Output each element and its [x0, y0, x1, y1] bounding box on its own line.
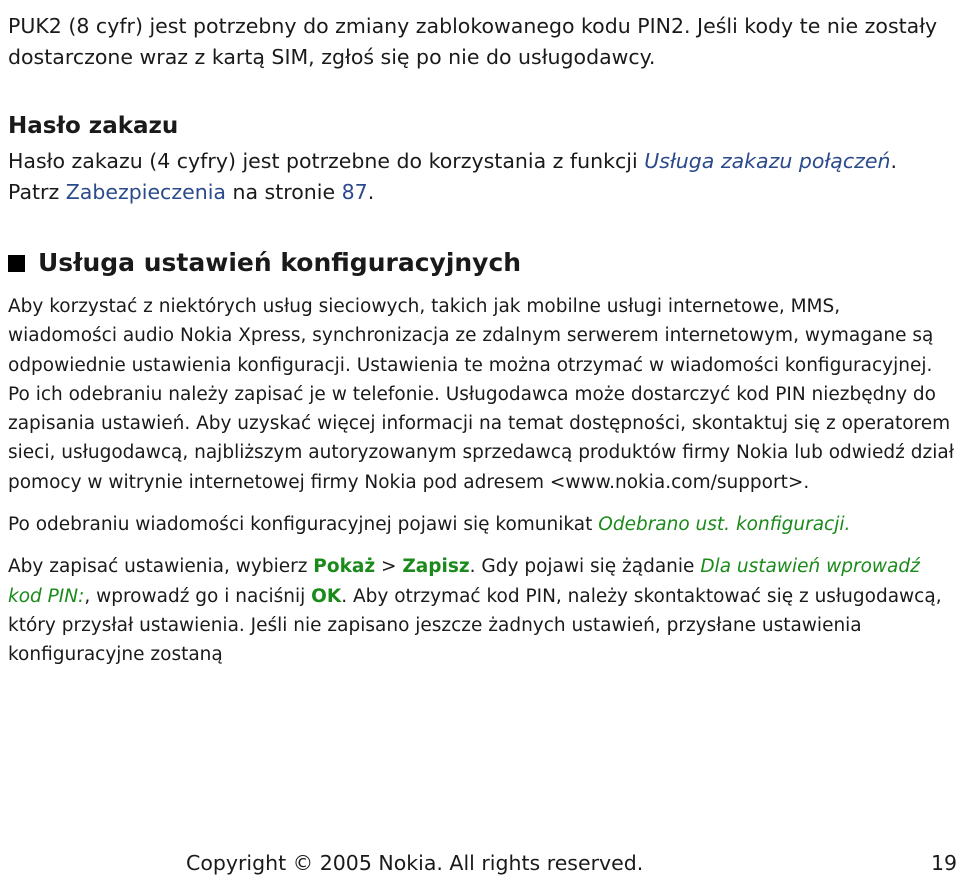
barring-password-heading: Hasło zakazu: [8, 113, 179, 139]
pin-prompt-text: Dla ustawień wprowadź kod PIN:: [8, 556, 920, 607]
config-paragraph-1: Aby korzystać z niektórych usług sieciowych, takich jak mobilne usługi internetowe, MMS, wiadomości audio Nokia Xpress, synchronizacja ze zdalnym serwerem internetowym, wymagane są odpowiednie ustawienia konfiguracji. Ustawienia te można otrzymać w wiadomości konfiguracyjnej. Po ich odebraniu należy zapisać je w telefonie. Usługodawca może dostarczyć kod PIN niezbędny do zapisania ustawień. Aby uzyskać więcej informacji na temat dostępności, skontaktuj się z operatorem sieci, usługodawcą, najbliższym autoryzowanym sprzedawcą produktów firmy Nokia lub odwiedź dział pomocy w witrynie internetowej firmy Nokia pod adresem <www.nokia.com/support>.: [8, 296, 954, 493]
config-para3-text-start: Aby zapisać ustawienia, wybierz: [8, 556, 314, 578]
document-page: [8, 0, 954, 670]
page-footer: [0, 848, 960, 878]
received-settings-notice: Odebrano ust. konfiguracji.: [598, 514, 851, 536]
config-para2-text: Po odebraniu wiadomości konfiguracyjnej pojawi się komunikat: [8, 514, 599, 536]
config-paragraph-2: [8, 510, 954, 539]
barring-text-mid: . Patrz: [8, 149, 898, 204]
config-para3-text-mid2: , wprowadź go i naciśnij: [84, 585, 312, 607]
page-87-link[interactable]: 87: [341, 180, 368, 204]
config-para3-text-end: . Aby otrzymać kod PIN, należy skontaktować się z usługodawcą, który przysłał ustawienia. Jeśli nie zapisano jeszcze żadnych ustawień, przysłane ustawienia konfiguracyjne zostaną: [8, 585, 942, 666]
section-bullet-icon: [8, 255, 25, 272]
copyright-notice: Copyright © 2005 Nokia. All rights reserved.: [186, 851, 644, 875]
config-para3-text-mid: . Gdy pojawi się żądanie: [469, 556, 701, 578]
barring-text-end: .: [367, 180, 375, 204]
security-link[interactable]: Zabezpieczenia: [65, 180, 226, 204]
save-softkey: Zapisz: [402, 556, 470, 578]
config-service-heading: [8, 247, 954, 279]
puk2-paragraph: PUK2 (8 cyfr) jest potrzebny do zmiany zablokowanego kodu PIN2. Jeśli kody te nie zostały dostarczone wraz z kartą SIM, zgłoś się po nie do usługodawcy.: [8, 14, 938, 69]
barring-text-before: Hasło zakazu (4 cyfry) jest potrzebne do korzystania z funkcji: [8, 149, 645, 173]
config-para3-separator: >: [375, 556, 403, 578]
config-paragraph-3: [8, 552, 954, 669]
show-softkey: Pokaż: [313, 556, 376, 578]
barring-text-page: na stronie: [225, 180, 342, 204]
page-number: 19: [931, 851, 958, 875]
call-barring-service-link[interactable]: Usługa zakazu połączeń: [644, 149, 891, 173]
config-service-heading-text: Usługa ustawień konfiguracyjnych: [38, 248, 522, 277]
ok-softkey: OK: [311, 585, 342, 607]
barring-password-paragraph: [8, 146, 954, 208]
